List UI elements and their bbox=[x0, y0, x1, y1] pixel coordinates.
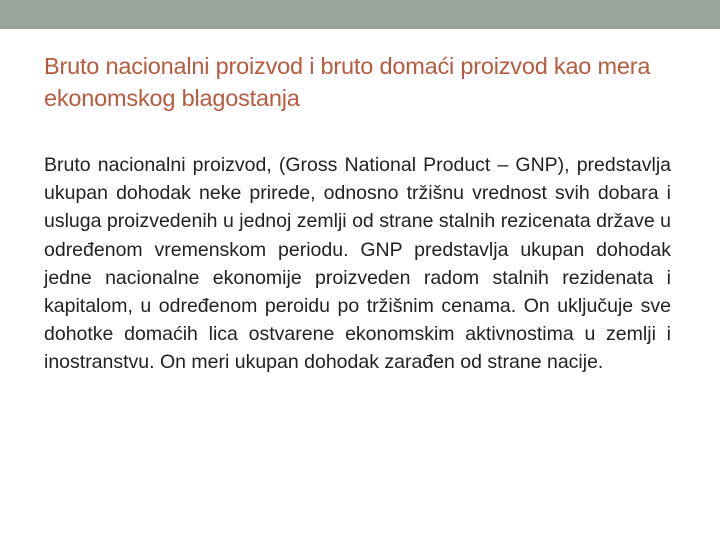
slide-body-paragraph: Bruto nacionalni proizvod, (Gross National Product – GNP), predstavlja ukupan dohodak neke prirede, odnosno tržišnu vrednost svih dobara i usluga proizvedenih u jednoj zemlji od strane stalnih rezicenata države u određenom vremenskom periodu. GNP predstavlja ukupan dohodak jedne nacionalne ekonomije proizveden radom stalnih rezidenata i kapitalom, u određenom peroidu po tržišnim cenama. On uključuje sve dohotke domaćih lica ostvarene ekonomskim aktivnostima u zemlji i inostranstvu. On meri ukupan dohodak zarađen od strane nacije. bbox=[44, 154, 671, 374]
top-decorative-band bbox=[0, 0, 720, 29]
slide-title: Bruto nacionalni proizvod i bruto domaći proizvod kao mera ekonomskog blagostanja bbox=[44, 53, 651, 111]
